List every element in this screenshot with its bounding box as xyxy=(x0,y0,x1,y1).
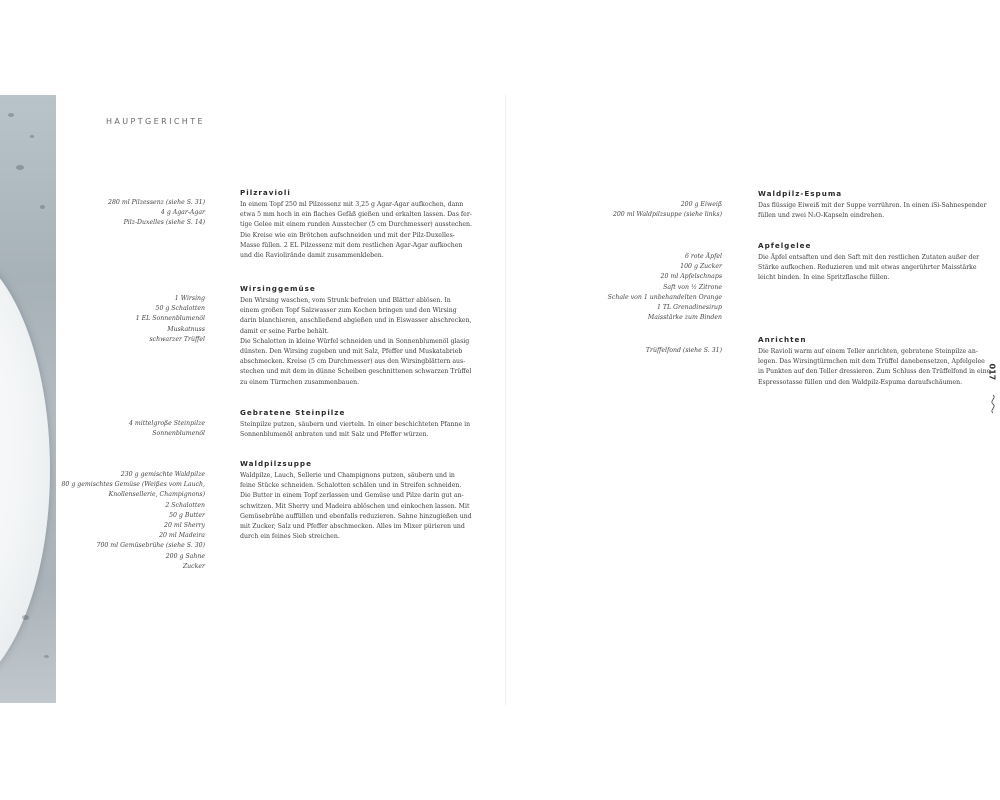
recipe-block xyxy=(758,335,991,388)
ingredient-list xyxy=(560,200,722,220)
ingredient: 50 g Butter xyxy=(169,511,205,519)
ingredient: 1 TL Grenadinesirup xyxy=(657,304,722,312)
ingredient: Schale von 1 unbehandelten Orange xyxy=(607,293,722,301)
recipe-text: Den Wirsing waschen, vom Strunk befreien und Blätter ablösen. In einem großen Topf Salzwasser zum Kochen bringen und den Wirsing darin blanchieren, anschließend abgießen und in Eiswasser abschrecken, damit er seine Farbe behält. Die Schalotten in kleine Würfel schneiden und in Sonnenblumenöl glasig dünsten. Den Wirsing zugeben und mit Salz, Pfeffer und Muskatabrieb abschmecken. Kreise (5 cm Durchmesser) aus den Wirsingblättern aus- stechen und mit dem in dünne Scheiben geschnittenen schwarzen Trüffel zu einem Türmchen zusammenbauen. xyxy=(240,297,472,386)
food-photo xyxy=(0,95,56,703)
ingredient: Muskatnuss xyxy=(167,325,205,333)
recipe-title: Waldpilz-Espuma xyxy=(758,189,843,198)
recipe-text: Das flüssige Eiweiß mit der Suppe verrühren. In einen iSi-Sahnespender füllen und zwei N₂O-Kapseln eindrehen. xyxy=(758,202,987,220)
ingredient: schwarzer Trüffel xyxy=(149,335,205,343)
recipe-text: In einem Topf 250 ml Pilzessenz mit 3,25 g Agar-Agar aufkochen, dann etwa 5 mm hoch in ein flaches Gefäß gießen und erkalten lassen. Das fer- tige Gelee mit einem runden Ausstecher (5 cm Durchmesser) ausstechen. Die Kreise wie ein Brötchen aufschneiden und mit der Pilz-Duxelles- Masse füllen. 2 EL Pilzessenz mit dem restlichen Agar-Agar aufkochen und die Raviolirände damit zusammenkleben. xyxy=(240,201,472,260)
ingredient: Zucker xyxy=(182,562,205,570)
ingredient-list xyxy=(560,252,722,323)
ingredient: 50 g Schalotten xyxy=(155,305,205,313)
section-label: HAUPTGERICHTE xyxy=(106,117,205,126)
wave-ornament-icon xyxy=(987,394,999,414)
recipe-title: Anrichten xyxy=(758,335,807,344)
ingredient-list xyxy=(60,198,205,229)
recipe-title: Pilzravioli xyxy=(240,188,291,197)
ingredient: 20 ml Madeira xyxy=(159,532,205,540)
ingredient: Trüffelfond (siehe S. 31) xyxy=(645,347,722,354)
ingredient: 20 ml Apfelschnaps xyxy=(660,273,722,281)
ingredient: Knollensellerie, Champignons) xyxy=(108,491,205,499)
page-fold xyxy=(505,95,506,705)
ingredient: 200 g Sahne xyxy=(165,552,205,560)
ingredient: 4 g Agar-Agar xyxy=(160,209,205,217)
recipe-text: Die Äpfel entsaften und den Saft mit den restlichen Zutaten außer der Stärke aufkochen. Reduzieren und mit etwas angerührter Maisstärke leicht binden. In eine Spritzflasche füllen. xyxy=(758,254,980,282)
recipe-text: Waldpilze, Lauch, Sellerie und Champignons putzen, säubern und in feine Stücke schneiden. Schalotten schälen und in Streifen schneiden. Die Butter in einem Topf zerlassen und Gemüse und Pilze darin gut an- schwitzen. Mit Sherry und Madeira ablöschen und einkochen lassen. Mit Gemüsebrühe auffüllen und ebenfalls reduzieren. Sahne hinzugießen und mit Zucker, Salz und Pfeffer abschmecken. Alles im Mixer pürieren und durch ein feines Sieb streichen. xyxy=(240,472,472,541)
recipe-title: Waldpilzsuppe xyxy=(240,459,312,468)
ingredient-list xyxy=(60,419,205,439)
recipe-text: Steinpilze putzen, säubern und vierteln. In einer beschichteten Pfanne in Sonnenblumenöl anbraten und mit Salz und Pfeffer würzen. xyxy=(240,421,471,439)
ingredient-list xyxy=(560,346,722,356)
recipe-title: Apfelgelee xyxy=(758,241,812,250)
ingredient: 1 EL Sonnenblumenöl xyxy=(135,315,205,323)
recipe-text: Die Ravioli warm auf einem Teller anrichten, gebratene Steinpilze an- legen. Das Wirsingtürmchen mit dem Trüffel danebensetzen, Apfelgelee in Punkten auf den Teller dressieren. Zum Schluss den Trüffelfond in eine Espressotasse füllen und den Waldpilz-Espuma daraufschäumen. xyxy=(758,348,991,386)
ingredient: 200 g Eiweiß xyxy=(680,201,722,208)
recipe-block xyxy=(240,188,480,261)
ingredient: 200 ml Waldpilzsuppe (siehe links) xyxy=(612,211,722,219)
ingredient: 100 g Zucker xyxy=(680,263,722,271)
ingredient: 700 ml Gemüsebrühe (siehe S. 30) xyxy=(96,542,205,550)
ingredient-list xyxy=(60,294,205,345)
recipe-block xyxy=(240,408,480,440)
ingredient: Sonnenblumenöl xyxy=(152,430,205,438)
recipe-title: Gebratene Steinpilze xyxy=(240,408,346,417)
ingredient: Saft von ½ Zitrone xyxy=(663,283,722,291)
ingredient: 20 ml Sherry xyxy=(164,522,205,530)
ingredient-list xyxy=(60,470,205,572)
recipe-block xyxy=(240,284,480,388)
recipe-title: Wirsinggemüse xyxy=(240,284,316,293)
ingredient: 1 Wirsing xyxy=(174,295,205,302)
ingredient: 2 Schalotten xyxy=(165,501,205,509)
ingredient: Maisstärke zum Binden xyxy=(647,314,722,322)
ingredient: Pilz-Duxelles (siehe S. 14) xyxy=(123,219,205,227)
ingredient: 4 mittelgroße Steinpilze xyxy=(129,420,205,427)
recipe-block xyxy=(758,241,983,284)
recipe-block xyxy=(240,459,480,542)
ingredient: 280 ml Pilzessenz (siehe S. 31) xyxy=(108,199,205,206)
plate-image xyxy=(0,245,50,695)
ingredient: 6 rote Äpfel xyxy=(684,253,722,260)
ingredient: 230 g gemischte Waldpilze xyxy=(120,471,205,478)
page-number: 017 xyxy=(987,363,997,381)
recipe-block xyxy=(758,189,987,221)
ingredient: 80 g gemischtes Gemüse (Weißes vom Lauch, xyxy=(61,481,205,489)
